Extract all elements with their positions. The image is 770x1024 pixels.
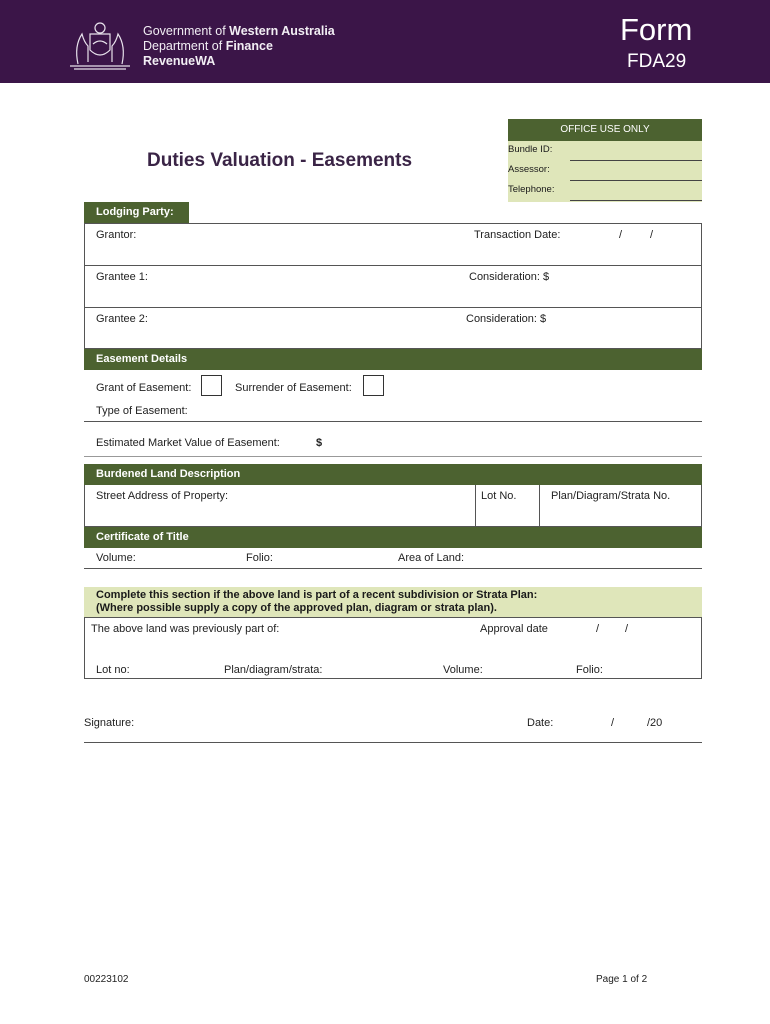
date-year-prefix: /20 [647,717,663,729]
signature-line[interactable] [84,742,702,743]
lot-no-label: Lot No. [481,490,517,502]
org-name-line2: Department of Finance [143,39,273,53]
lodging-party-tab: Lodging Party: [84,202,189,223]
market-value-dollar: $ [316,437,323,449]
form-code: FDA29 [627,51,687,72]
subdivision-instruction-line1: Complete this section if the above land is part of a recent subdivision or Strata Plan: [96,589,538,601]
org-name-line1: Government of Western Australia [143,24,335,38]
grant-of-easement-label: Grant of Easement: [96,382,192,394]
grant-of-easement-checkbox[interactable] [201,375,222,396]
approval-date-label: Approval date [480,623,548,635]
date-separator: / [619,229,623,241]
grantee1-label: Grantee 1: [96,271,148,283]
page-indicator: Page 1 of 2 [596,974,648,985]
date-separator: / [625,623,629,635]
folio-label: Folio: [576,664,603,676]
plan-diagram-strata-label: Plan/Diagram/Strata No. [551,490,671,502]
office-use-panel [508,119,702,202]
signature-date-label: Date: [527,717,554,729]
market-value-label: Estimated Market Value of Easement: [96,437,280,449]
lot-no-label: Lot no: [96,664,130,676]
consideration1-label: Consideration: $ [469,271,550,283]
assessor-row [508,161,702,181]
subdivision-instructions [84,587,702,617]
form-label: Form [620,12,693,47]
type-of-easement-label: Type of Easement: [96,405,188,417]
bundle-id-row [508,141,702,161]
signature-label: Signature: [84,717,135,729]
divider [84,307,702,308]
transaction-date-label: Transaction Date: [474,229,561,241]
plan-diagram-strata-label: Plan/diagram/strata: [224,664,323,676]
market-value-line [84,456,702,457]
date-separator: / [611,717,615,729]
date-separator: / [596,623,600,635]
lodging-party-box [84,223,702,349]
divider [84,265,702,266]
page-title: Duties Valuation - Easements [147,150,413,171]
folio-label: Folio: [246,552,273,564]
area-of-land-label: Area of Land: [398,552,465,564]
divider [475,485,476,527]
telephone-row [508,181,702,201]
volume-label: Volume: [443,664,483,676]
date-separator: / [650,229,654,241]
subdivision-instruction-line2: (Where possible supply a copy of the approved plan, diagram or strata plan). [96,602,497,614]
org-name-line3: RevenueWA [143,54,216,68]
office-use-heading: OFFICE USE ONLY [508,119,702,141]
telephone-field[interactable] [570,200,702,201]
certificate-line [84,568,702,569]
surrender-of-easement-label: Surrender of Easement: [235,382,352,394]
previously-part-of-label: The above land was previously part of: [91,623,280,635]
easement-details-heading: Easement Details [84,349,702,370]
assessor-label: Assessor: [508,164,550,175]
bundle-id-label: Bundle ID: [508,144,553,155]
divider [539,485,540,527]
form-number: 00223102 [84,974,129,985]
street-address-label: Street Address of Property: [96,490,229,502]
grantee2-label: Grantee 2: [96,313,148,325]
telephone-label: Telephone: [508,184,555,195]
wa-government-crest-icon [64,16,136,70]
consideration2-label: Consideration: $ [466,313,547,325]
grantor-label: Grantor: [96,229,137,241]
burdened-land-heading: Burdened Land Description [84,464,702,485]
certificate-of-title-heading: Certificate of Title [84,527,702,548]
surrender-of-easement-checkbox[interactable] [363,375,384,396]
header-banner [0,0,770,83]
volume-label: Volume: [96,552,136,564]
type-of-easement-line [84,421,702,422]
